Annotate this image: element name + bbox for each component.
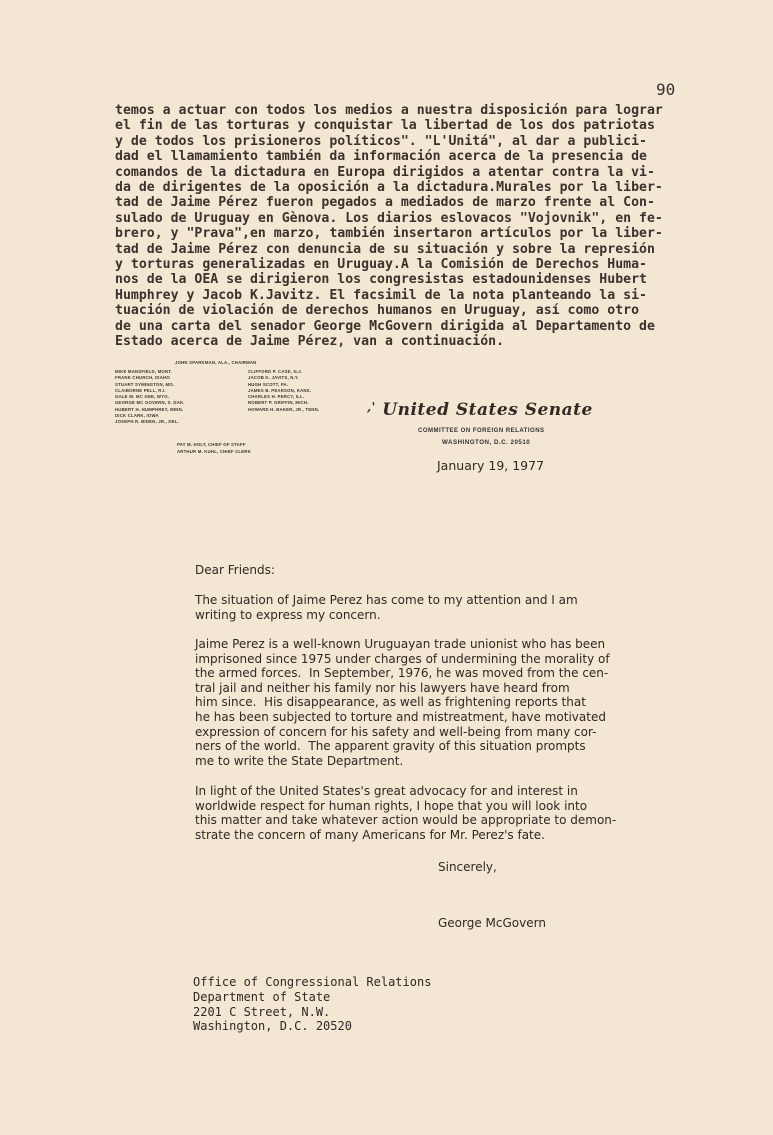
text-line: worldwide respect for human rights, I hope that you will look into	[195, 798, 588, 813]
letter-paragraph-3	[195, 784, 715, 842]
text-line: y torturas generalizadas en Uruguay.A la Comisión de Derechos Huma-	[115, 257, 647, 273]
senator-name: FRANK CHURCH, IDAHO	[115, 375, 170, 381]
text-line: nos de la OEA se dirigieron los congresistas estadounidenses Hubert	[115, 272, 647, 288]
letter-paragraph-1	[195, 593, 715, 622]
text-line: y de todos los prisioneros políticos". "L'Unitá", al dar a publici-	[115, 133, 647, 149]
senator-name: CHARLES H. PERCY, ILL.	[248, 394, 305, 400]
text-line: da de dirigentes de la oposición a la dictadura.Murales por la liber-	[115, 180, 663, 196]
text-line: tad de Jaime Pérez fueron pegados a mediados de marzo frente al Con-	[115, 195, 655, 211]
text-line: tral jail and neither his family nor his lawyers have heard from	[195, 680, 570, 695]
text-line: brero, y "Prava",en marzo, también insertaron artículos por la liber-	[115, 226, 663, 242]
letter-paragraph-2	[195, 637, 715, 768]
senator-name: CLIFFORD P. CASE, N.J.	[248, 369, 303, 374]
text-line: temos a actuar con todos los medios a nuestra disposición para lograr	[115, 103, 663, 118]
text-line: this matter and take whatever action would be appropriate to demon-	[195, 813, 617, 828]
senator-name: HUGH SCOTT, PA.	[248, 381, 289, 387]
text-line: sulado de Uruguay en Gènova. Los diarios eslovacos "Vojovnik", en fe-	[115, 210, 663, 226]
text-line: comandos de la dictadura en Europa dirigidos a atentar contra la vi-	[115, 164, 655, 180]
text-line: ners of the world. The apparent gravity of this situation prompts	[195, 739, 586, 754]
text-line: imprisoned since 1975 under charges of undermining the morality of	[195, 651, 610, 666]
senators-list	[115, 360, 320, 460]
text-line: dad el llamamiento también da información acerca de la presencia de	[115, 149, 647, 165]
senate-address: WASHINGTON, D.C. 20510	[442, 439, 531, 446]
text-line: expression of concern for his safety and well-being from many cor-	[195, 724, 597, 739]
senator-name: DICK CLARK, IOWA	[115, 413, 159, 419]
staff-list	[177, 442, 251, 455]
senate-letterhead	[367, 400, 593, 420]
letterhead-mark: ,'	[367, 400, 376, 414]
senator-name: JOSEPH R. BIDEN, JR., DEL.	[115, 419, 179, 425]
text-line: The situation of Jaime Perez has come to my attention and I am	[195, 593, 578, 607]
address-line: Department of State	[193, 989, 331, 1004]
staff-name: PAT M. HOLT, CHIEF OF STAFF	[177, 442, 246, 447]
text-line: In light of the United States's great advocacy for and interest in	[195, 784, 578, 798]
text-line: strate the concern of many Americans for Mr. Perez's fate.	[195, 827, 545, 842]
text-line: de una carta del senador George McGovern dirigida al Departamento de	[115, 318, 655, 334]
letter-date: January 19, 1977	[437, 458, 545, 473]
members-right-column	[248, 369, 319, 413]
senator-name: ROBERT P. GRIFFIN, MICH.	[248, 400, 309, 406]
text-line: Estado acerca de Jaime Pérez, van a continuación.	[115, 334, 505, 350]
recipient-address	[193, 975, 431, 1034]
text-line: Jaime Perez is a well-known Uruguayan trade unionist who has been	[195, 637, 606, 651]
senator-name: GEORGE MC GOVERN, S. DAK.	[115, 400, 185, 406]
senator-name: MIKE MANSFIELD, MONT.	[115, 369, 172, 374]
staff-name: ARTHUR M. KUHL, CHIEF CLERK	[177, 448, 251, 454]
address-line: Office of Congressional Relations	[193, 975, 432, 989]
committee-name: COMMITTEE ON FOREIGN RELATIONS	[418, 428, 545, 434]
text-line: the armed forces. In September, 1976, he was moved from the cen-	[195, 666, 609, 681]
senator-name: JACOB K. JAVITS, N.Y.	[248, 375, 299, 381]
senator-name: JAMES B. PEARSON, KANS.	[248, 387, 312, 393]
senator-name: HUBERT H. HUMPHREY, MINN.	[115, 406, 184, 412]
page-number: 90	[656, 80, 676, 99]
members-left-column	[115, 369, 185, 426]
senator-name: GALE W. MC GEE, WYO.	[115, 394, 170, 400]
address-line: 2201 C Street, N.W.	[193, 1004, 331, 1019]
text-line: writing to express my concern.	[195, 607, 381, 622]
text-line: tuación de violación de derechos humanos en Uruguay, así como otro	[115, 303, 640, 319]
senator-name: CLAIBORNE PELL, R.I.	[115, 387, 166, 393]
senator-name: HOWARD H. BAKER, JR., TENN.	[248, 406, 320, 412]
address-line: Washington, D.C. 20520	[193, 1019, 352, 1034]
closing: Sincerely,	[438, 860, 497, 874]
chairman-line: JOHN SPARKMAN, ALA., CHAIRMAN	[175, 360, 257, 365]
spanish-paragraph	[115, 103, 735, 350]
text-line: el fin de las torturas y conquistar la libertad de los dos patriotas	[115, 118, 655, 134]
text-line: tad de Jaime Pérez con denuncia de su situación y sobre la represión	[115, 241, 655, 257]
text-line: him since. His disappearance, as well as frightening reports that	[195, 695, 586, 710]
senator-name: STUART SYMINGTON, MO.	[115, 381, 175, 387]
senate-name: United States Senate	[382, 400, 593, 420]
salutation: Dear Friends:	[195, 563, 275, 577]
signer-name: George McGovern	[438, 916, 546, 930]
text-line: he has been subjected to torture and mistreatment, have motivated	[195, 709, 606, 724]
text-line: me to write the State Department.	[195, 753, 404, 768]
text-line: Humphrey y Jacob K.Javitz. El facsimil de la nota planteando la si-	[115, 287, 647, 303]
